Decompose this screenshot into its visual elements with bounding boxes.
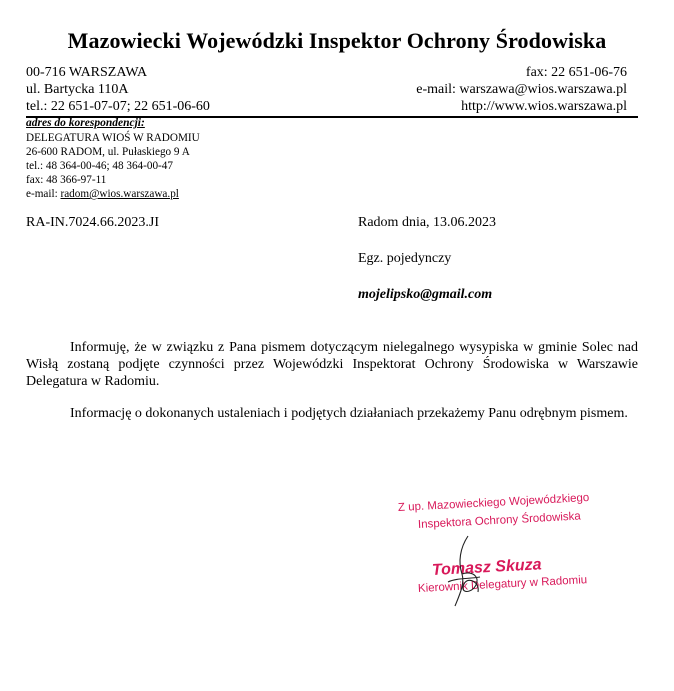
header-fax: fax: 22 651-06-76 <box>525 65 627 80</box>
header-phone: tel.: 22 651-07-07; 22 651-06-60 <box>26 99 210 114</box>
stamp-line2: Inspektora Ochrony Środowiska <box>417 510 582 531</box>
header-website[interactable]: http://www.wios.warszawa.pl <box>461 99 627 114</box>
correspondence-name: DELEGATURA WIOŚ W RADOMIU <box>26 132 200 144</box>
header-address-line2: ul. Bartycka 110A <box>26 82 129 97</box>
header-address-line1: 00-716 WARSZAWA <box>26 65 148 80</box>
correspondence-address: 26-600 RADOM, ul. Pułaskiego 9 A <box>26 146 190 158</box>
stamp-line1: Z up. Mazowieckiego Wojewódzkiego <box>397 491 590 514</box>
correspondence-email-prefix: e-mail: <box>26 188 61 200</box>
correspondence-email-line <box>26 187 179 201</box>
header-email: e-mail: warszawa@wios.warszawa.pl <box>416 82 627 97</box>
copy-note: Egz. pojedynczy <box>358 251 452 266</box>
correspondence-phone: tel.: 48 364-00-46; 48 364-00-47 <box>26 160 173 172</box>
page-title: Mazowiecki Wojewódzki Inspektor Ochrony Środowiska <box>67 28 607 53</box>
correspondence-fax: fax: 48 366-97-11 <box>26 174 107 186</box>
reference-number: RA-IN.7024.66.2023.JI <box>26 215 159 230</box>
stamp-name: Tomasz Skuza <box>431 556 542 579</box>
body-paragraph-1: Informuję, że w związku z Pana pismem dotyczącym nielegalnego wysypiska w gminie Solec nad Wisłą zostaną podjęte czynności przez Wojewódzki Inspektorat Ochrony Środowiska w Warszawie Delegatura w Radomiu. <box>26 340 638 389</box>
stamp-position: Kierownik Delegatury w Radomiu <box>417 574 588 595</box>
letter-date: Radom dnia, 13.06.2023 <box>358 215 497 230</box>
correspondence-label: adres do korespondencji: <box>26 117 145 129</box>
recipient-email: mojelipsko@gmail.com <box>358 287 493 302</box>
body-paragraph-2: Informację o dokonanych ustaleniach i podjętych działaniach przekażemy Panu odrębnym pismem. <box>70 406 628 421</box>
correspondence-email-link[interactable]: radom@wios.warszawa.pl <box>60 188 179 200</box>
handwritten-signature <box>438 532 498 614</box>
